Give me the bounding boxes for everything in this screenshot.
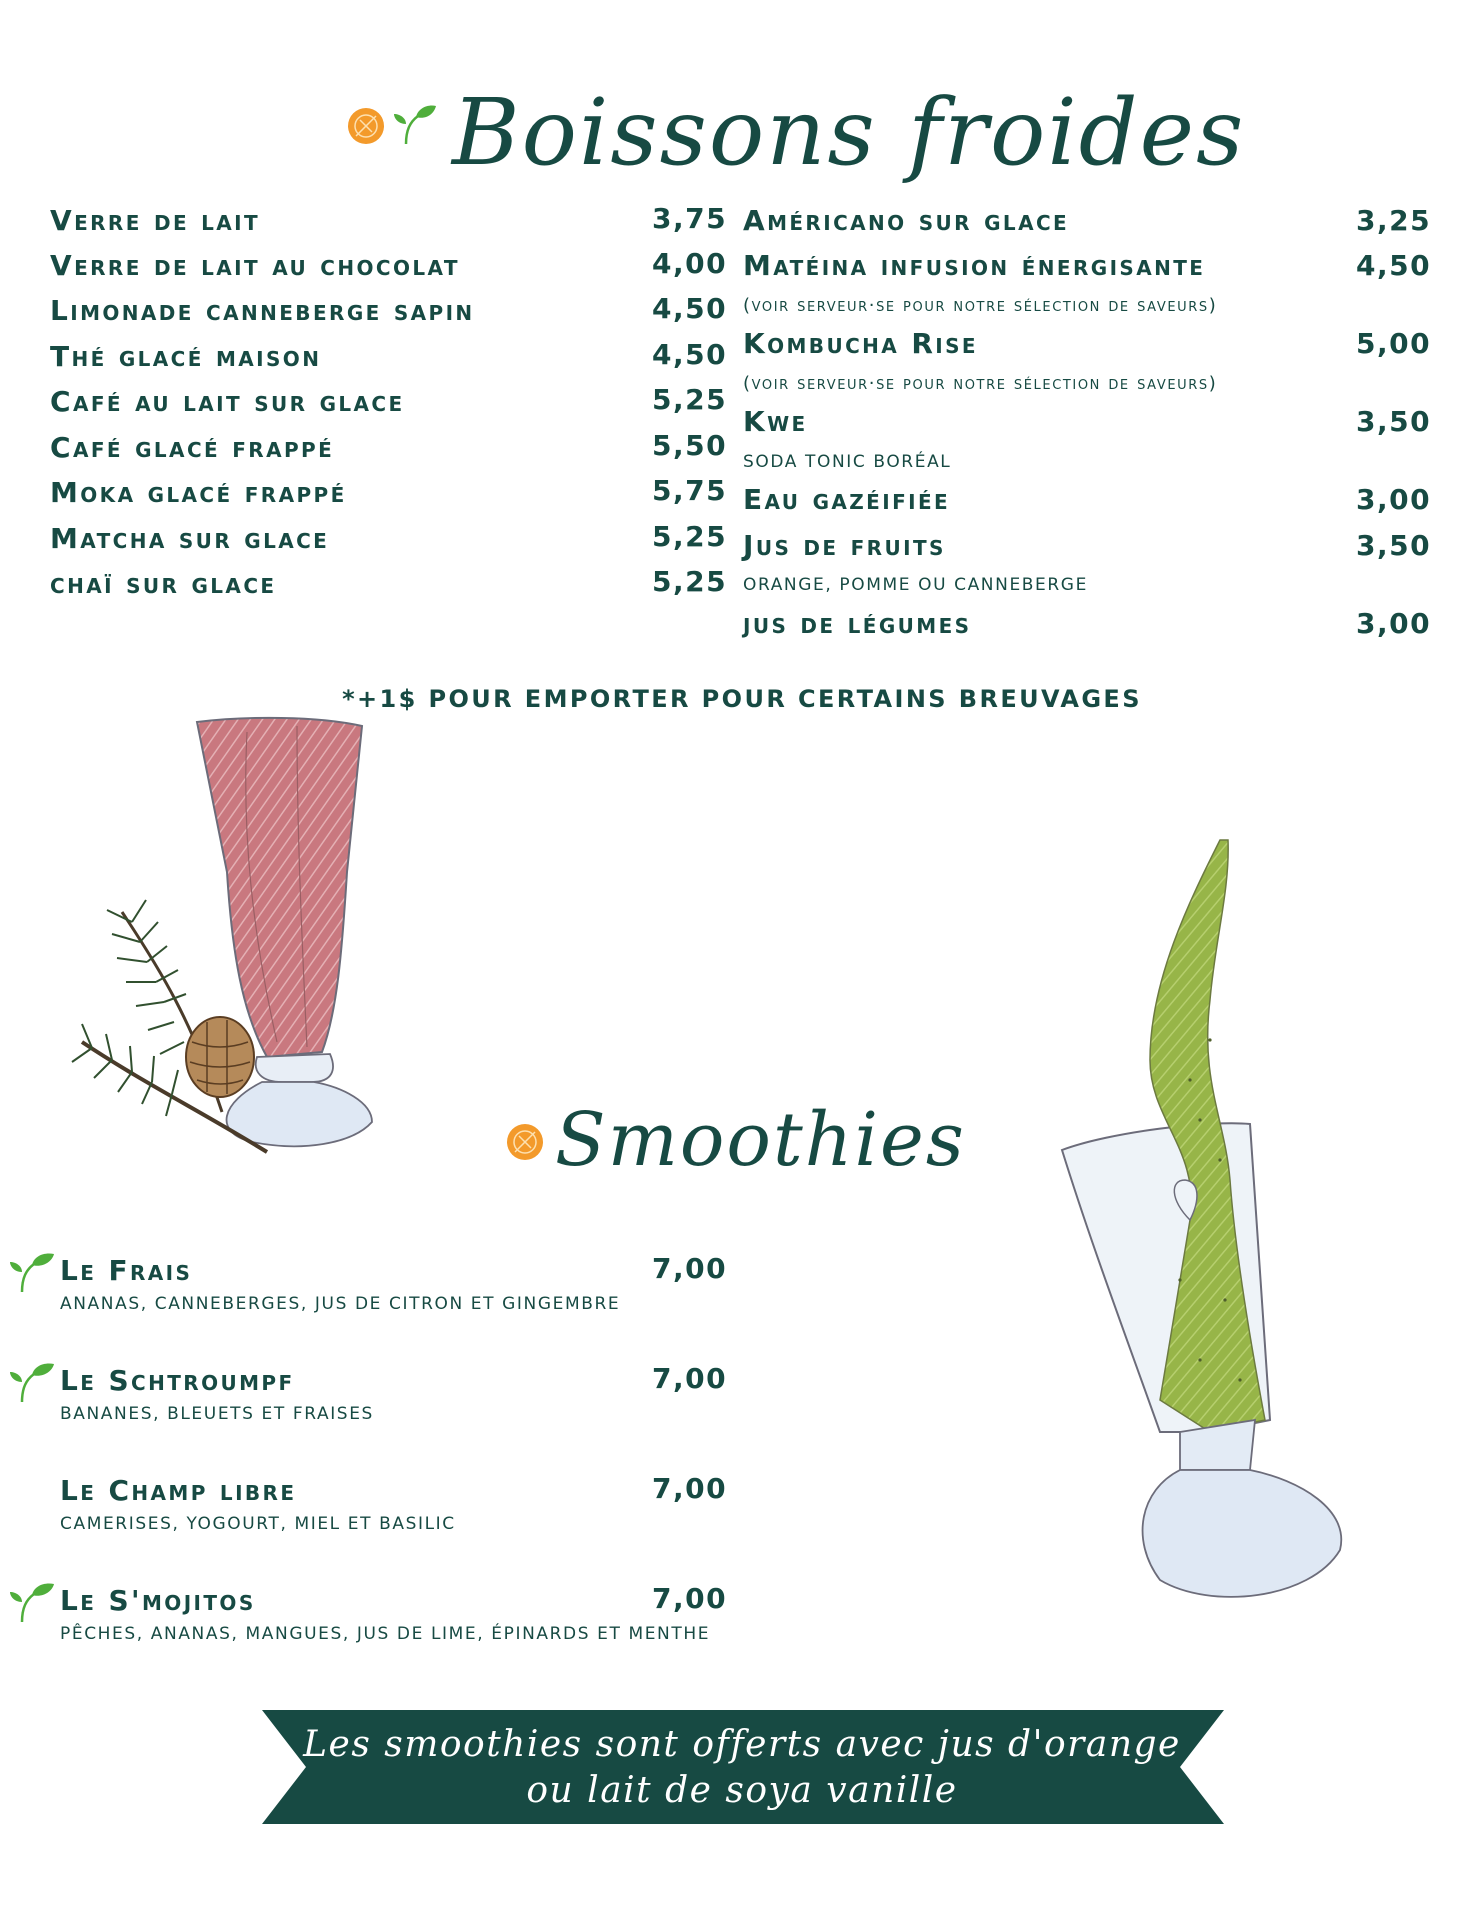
menu-item-name: Café glacé frappé (50, 431, 335, 464)
menu-item-price: 4,50 (1356, 249, 1432, 282)
sprout-icon (8, 1248, 58, 1294)
menu-item-price: 3,50 (1356, 529, 1432, 562)
section-title-smoothies: Smoothies (555, 1097, 966, 1183)
smoothie-price: 7,00 (652, 1472, 728, 1505)
menu-item-price: 3,25 (1356, 204, 1432, 237)
menu-item-price: 4,50 (652, 338, 728, 371)
menu-item-note: ORANGE, POMME OU CANNEBERGE (743, 575, 1088, 595)
menu-item-price: 4,50 (652, 292, 728, 325)
menu-item-price: 3,75 (652, 202, 728, 235)
menu-item-note: (voir serveur·se pour notre sélection de saveurs) (743, 373, 1218, 394)
banner-line-1: Les smoothies sont offerts avec jus d'orange (303, 1724, 1181, 1765)
pink-drink-glass-illustration (52, 712, 382, 1182)
smoothie-ingredients: CAMERISES, YOGOURT, MIEL ET BASILIC (60, 1514, 456, 1534)
smoothie-ingredients: ANANAS, CANNEBERGES, JUS DE CITRON ET GINGEMBRE (60, 1294, 621, 1314)
smoothie-name: Le Frais (60, 1254, 193, 1287)
smoothie-ingredients: PÊCHES, ANANAS, MANGUES, JUS DE LIME, ÉPINARDS ET MENTHE (60, 1624, 711, 1644)
banner-text (262, 1722, 1222, 1814)
menu-item-price: 4,00 (652, 247, 728, 280)
menu-item-name: jus de légumes (743, 607, 972, 640)
menu-item-name: Américano sur glace (743, 204, 1070, 237)
menu-item-price: 5,25 (652, 383, 728, 416)
menu-item-name: Matcha sur glace (50, 522, 330, 555)
green-smoothie-glass-illustration (1050, 820, 1370, 1620)
smoothie-ingredients: BANANES, BLEUETS ET FRAISES (60, 1404, 374, 1424)
smoothie-name: Le Schtroumpf (60, 1364, 295, 1397)
menu-item-price: 3,00 (1356, 483, 1432, 516)
menu-item-name: Thé glacé maison (50, 340, 322, 373)
menu-item-note: (voir serveur·se pour notre sélection de saveurs) (743, 295, 1218, 316)
menu-item-name: Matéina infusion énergisante (743, 249, 1206, 282)
menu-item-name: Jus de fruits (743, 529, 946, 562)
sprout-icon (8, 1358, 58, 1404)
smoothie-name: Le S'mojitos (60, 1584, 256, 1617)
menu-item-price: 5,50 (652, 429, 728, 462)
menu-item-name: Eau gazéifiée (743, 483, 951, 516)
smoothie-name: Le Champ libre (60, 1474, 297, 1507)
menu-item-name: Moka glacé frappé (50, 476, 347, 509)
smoothie-price: 7,00 (652, 1582, 728, 1615)
menu-item-name: chaï sur glace (50, 567, 277, 600)
menu-item-name: Verre de lait au chocolat (50, 249, 460, 282)
menu-item-name: Café au lait sur glace (50, 385, 405, 418)
sprout-icon (8, 1578, 58, 1624)
sprout-icon (392, 100, 438, 146)
banner-line-2: ou lait de soya vanille (526, 1770, 958, 1811)
menu-item-price: 5,25 (652, 520, 728, 553)
takeaway-surcharge-note: *+1$ POUR EMPORTER POUR CERTAINS BREUVAGES (342, 685, 1142, 713)
menu-item-name: Kwe (743, 405, 808, 438)
menu-item-price: 5,00 (1356, 327, 1432, 360)
menu-item-price: 5,25 (652, 565, 728, 598)
smoothie-price: 7,00 (652, 1252, 728, 1285)
menu-item-price: 3,50 (1356, 405, 1432, 438)
smoothie-price: 7,00 (652, 1362, 728, 1395)
orange-slice-icon (346, 106, 386, 146)
menu-item-name: Kombucha Rise (743, 327, 978, 360)
section-title-cold-drinks: Boissons froides (452, 79, 1246, 186)
menu-item-price: 3,00 (1356, 607, 1432, 640)
orange-slice-icon (505, 1122, 545, 1162)
menu-item-price: 5,75 (652, 474, 728, 507)
menu-item-note: SODA TONIC BORÉAL (743, 452, 952, 472)
menu-item-name: Verre de lait (50, 204, 261, 237)
menu-item-name: Limonade canneberge sapin (50, 294, 475, 327)
